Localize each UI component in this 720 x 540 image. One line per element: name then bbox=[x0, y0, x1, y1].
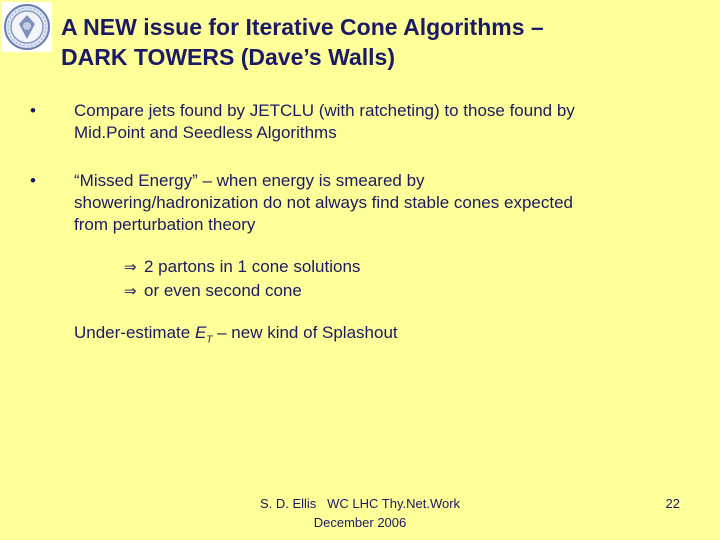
title-line-2: DARK TOWERS (Dave’s Walls) bbox=[61, 44, 395, 70]
implication-text: 2 partons in 1 cone solutions bbox=[144, 257, 361, 276]
page-number: 22 bbox=[665, 496, 680, 511]
bullet-line: showering/hadronization do not always find stable cones expected bbox=[74, 193, 573, 212]
footer-date: December 2006 bbox=[313, 515, 407, 530]
bullet-line: “Missed Energy” – when energy is smeared by bbox=[74, 171, 425, 190]
bullet-line: Mid.Point and Seedless Algorithms bbox=[74, 123, 337, 142]
bullet-line: Compare jets found by JETCLU (with ratcheting) to those found by bbox=[74, 101, 575, 120]
et-symbol: E bbox=[194, 323, 207, 342]
title-line-1: A NEW issue for Iterative Cone Algorithms – bbox=[61, 14, 544, 40]
underestimate-prefix: Under-estimate bbox=[74, 323, 195, 342]
implication-text: or even second cone bbox=[144, 281, 302, 300]
et-subscript: T bbox=[206, 334, 213, 346]
bullet-text bbox=[74, 170, 674, 236]
bullet-marker: • bbox=[30, 171, 36, 190]
slide-title bbox=[61, 12, 701, 72]
footer-author: S. D. Ellis WC LHC Thy.Net.Work bbox=[259, 496, 461, 511]
bullet-line: from perturbation theory bbox=[74, 215, 256, 234]
implication-item-1 bbox=[124, 256, 360, 278]
underestimate-statement bbox=[74, 322, 398, 351]
bullet-marker: • bbox=[30, 101, 36, 120]
footer bbox=[230, 494, 490, 532]
underestimate-suffix: – new kind of Splashout bbox=[212, 323, 398, 342]
bullet-text bbox=[74, 100, 674, 144]
implication-item-2 bbox=[124, 280, 302, 302]
university-seal-icon bbox=[2, 2, 52, 52]
implies-arrow-icon: ⇒ bbox=[124, 258, 137, 276]
implies-arrow-icon: ⇒ bbox=[124, 282, 137, 300]
